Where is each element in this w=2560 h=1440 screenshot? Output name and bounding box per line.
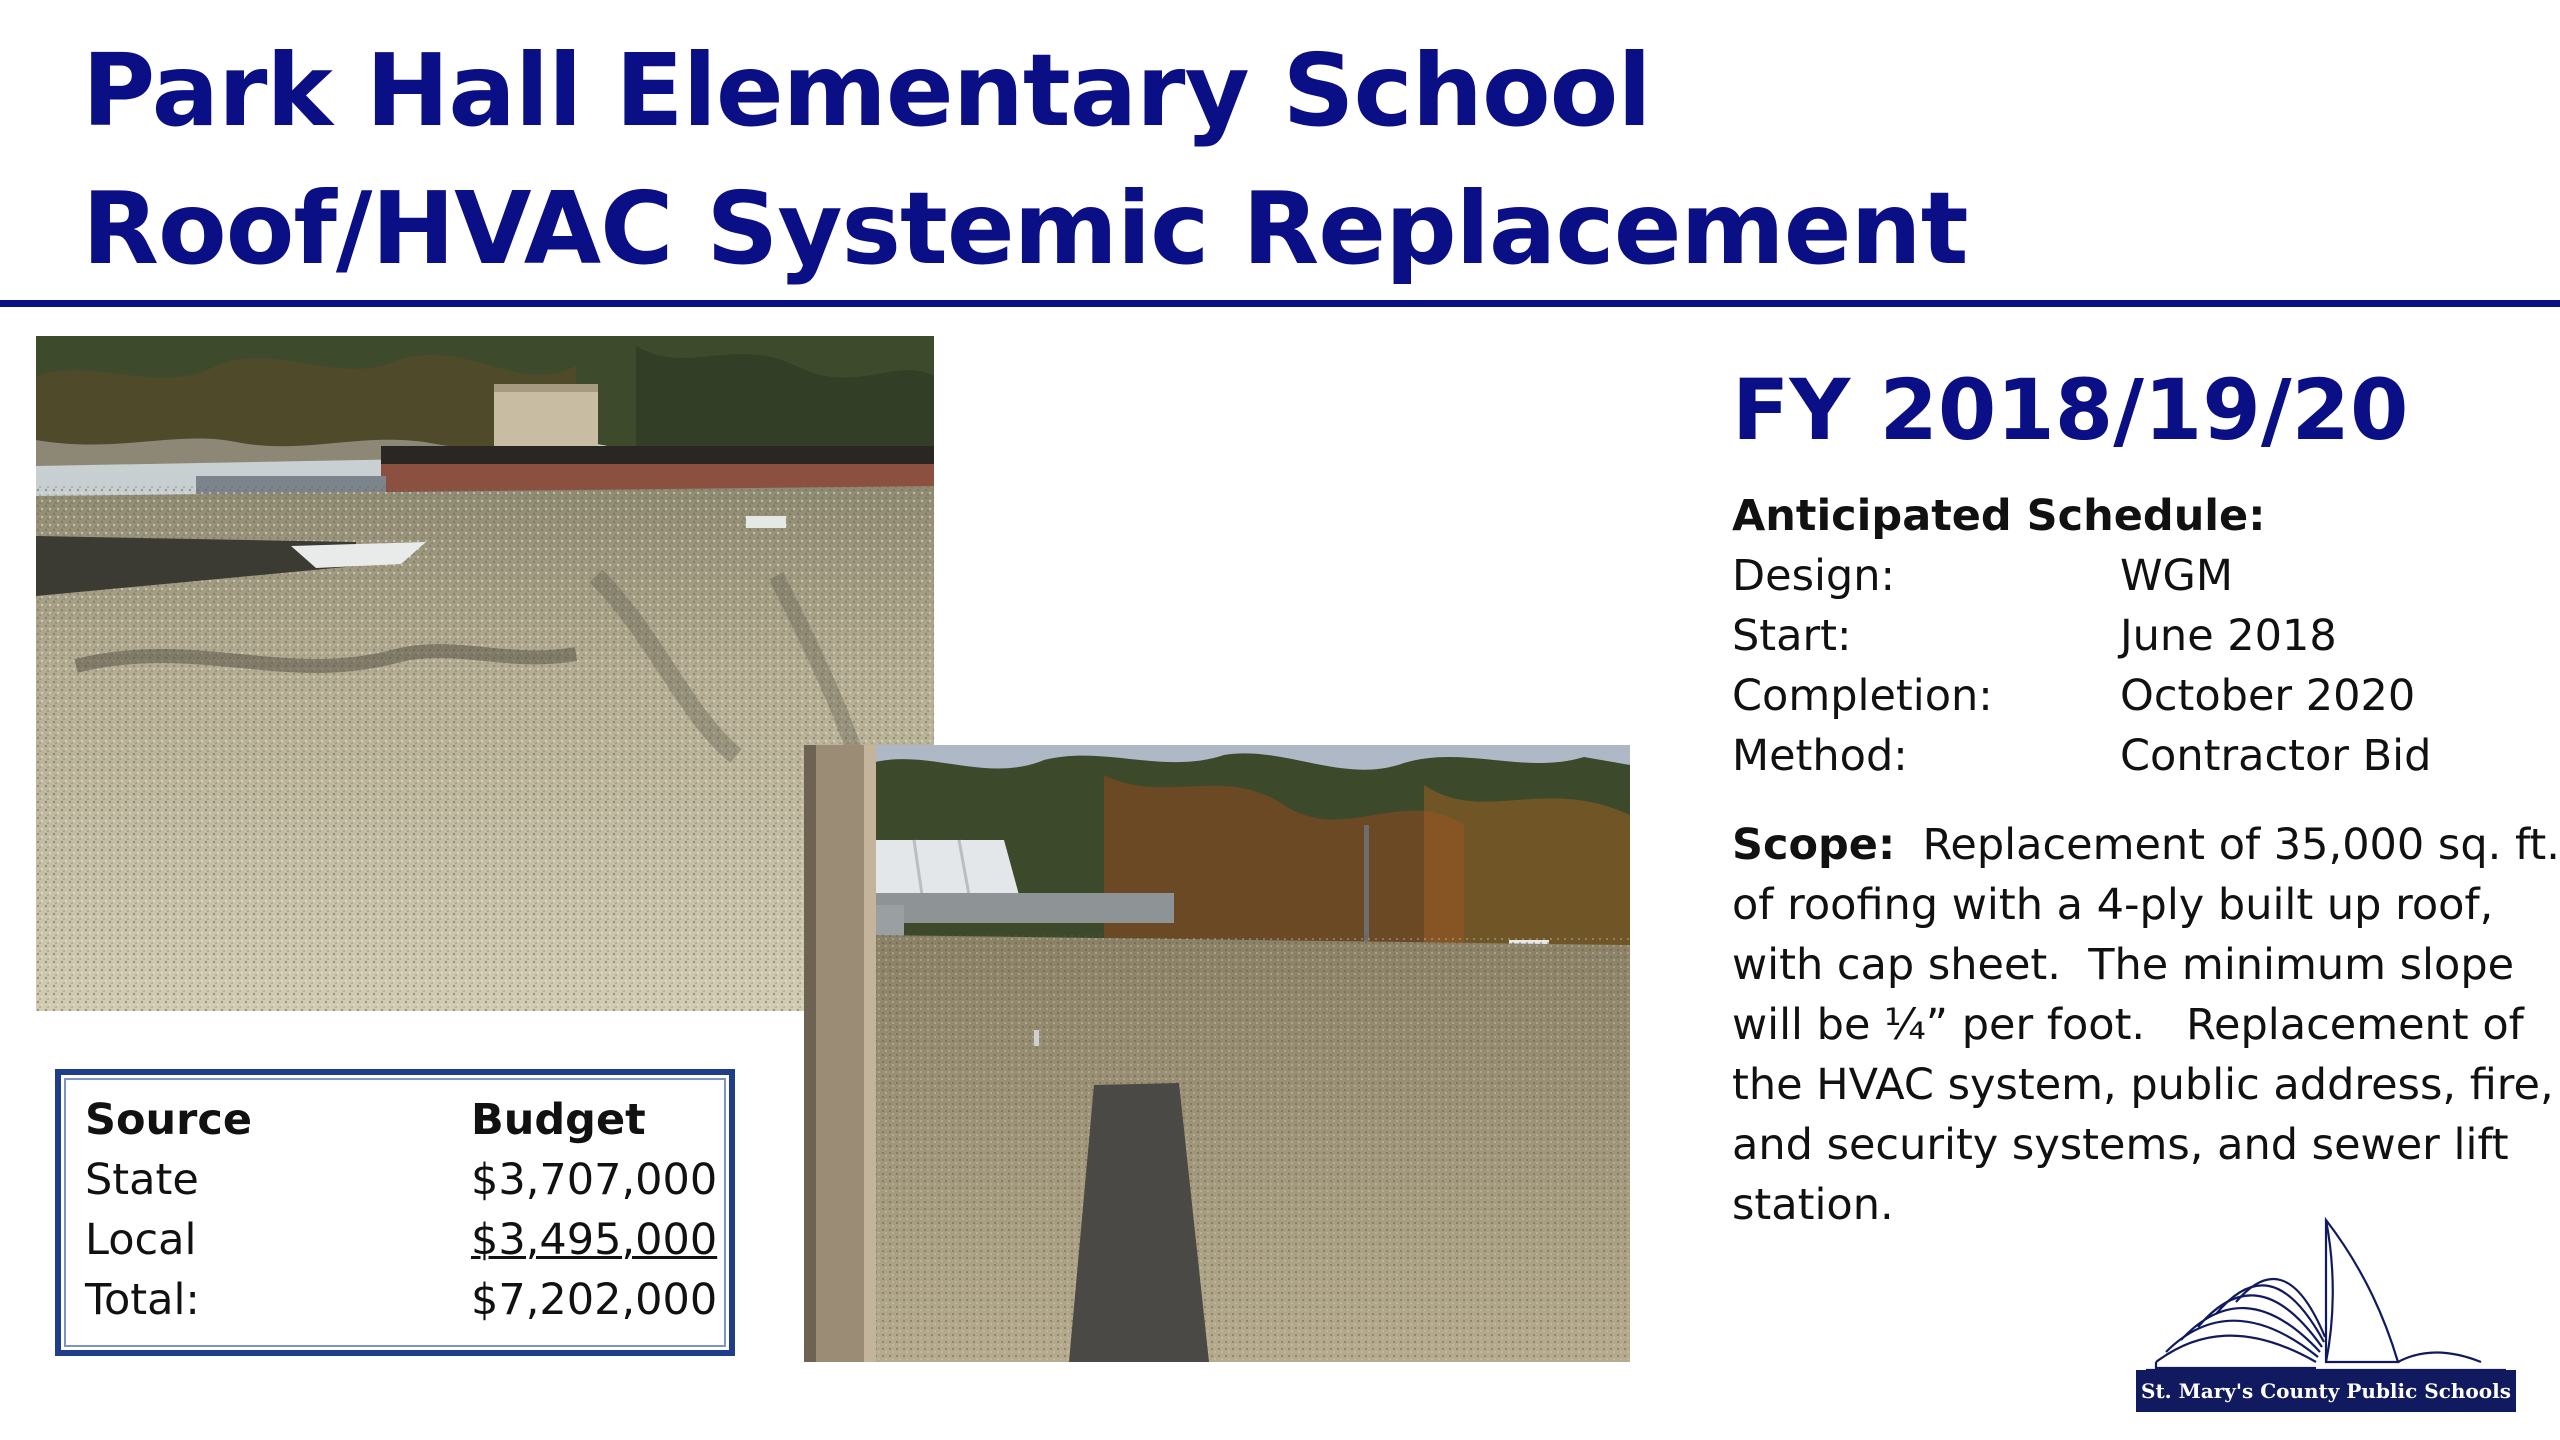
schedule-row-method (1732, 726, 2532, 786)
schedule-row-completion (1732, 666, 2532, 726)
schedule-label: Method: (1732, 731, 1908, 781)
scope-line: of roofing with a 4-ply built up roof, (1732, 880, 2494, 930)
budget-amount: $7,202,000 (471, 1275, 718, 1325)
budget-source: State (85, 1155, 199, 1205)
scope-line: the HVAC system, public address, fire, (1732, 1060, 2554, 1110)
scope-line: station. (1732, 1180, 1894, 1230)
budget-table (55, 1069, 735, 1356)
scope-line (1732, 815, 2560, 875)
schedule-value: Contractor Bid (2120, 731, 2432, 781)
title-line-1: Park Hall Elementary School (82, 32, 1651, 149)
budget-amount: $3,707,000 (471, 1155, 718, 1205)
roof-photo-2-image (804, 745, 1630, 1362)
roof-photo-1 (36, 336, 934, 1011)
budget-header: Budget (471, 1095, 646, 1145)
schedule-label: Start: (1732, 611, 1852, 661)
budget-row-total (85, 1270, 725, 1330)
budget-source: Local (85, 1215, 197, 1265)
schedule-heading: Anticipated Schedule: (1732, 491, 2266, 541)
budget-source: Total: (85, 1275, 200, 1325)
roof-photo-1-image (36, 336, 934, 1011)
schedule-value: June 2018 (2120, 611, 2337, 661)
logo-text: St. Mary's County Public Schools (2136, 1370, 2516, 1412)
scope-line: will be ¼” per foot. Replacement of (1732, 1000, 2524, 1050)
scope-line: with cap sheet. The minimum slope (1732, 940, 2515, 990)
schedule-label: Design: (1732, 551, 1895, 601)
scope-line: and security systems, and sewer lift (1732, 1120, 2509, 1170)
slide-title (82, 22, 1968, 298)
fiscal-year: FY 2018/19/20 (1732, 361, 2409, 459)
schedule-row-start (1732, 606, 2532, 666)
budget-header-row (85, 1090, 725, 1150)
budget-row-local (85, 1210, 725, 1270)
school-system-logo (2136, 1212, 2516, 1412)
budget-amount: $3,495,000 (471, 1215, 718, 1265)
title-line-2: Roof/HVAC Systemic Replacement (82, 170, 1968, 287)
schedule-value: October 2020 (2120, 671, 2416, 721)
roof-photo-2 (804, 745, 1630, 1362)
budget-row-state (85, 1150, 725, 1210)
schedule-value: WGM (2120, 551, 2233, 601)
schedule-label: Completion: (1732, 671, 1993, 721)
source-header: Source (85, 1095, 252, 1145)
schedule-row-design (1732, 546, 2532, 606)
scope-paragraph (1732, 815, 2560, 1235)
scope-label: Scope: (1732, 820, 1896, 870)
scope-text: Replacement of 35,000 sq. ft. (1895, 820, 2560, 870)
title-divider (0, 300, 2560, 307)
